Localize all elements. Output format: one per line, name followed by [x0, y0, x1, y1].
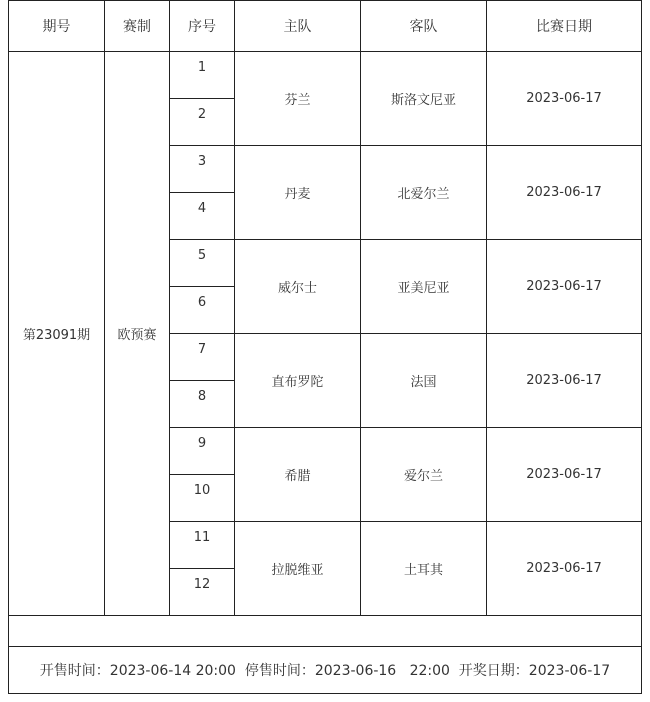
col-header-type: 赛制	[105, 1, 170, 52]
serial-number-cell: 9	[170, 428, 235, 475]
home-team-cell: 希腊	[235, 428, 361, 522]
table-row	[9, 52, 642, 99]
col-header-issue: 期号	[9, 1, 105, 52]
away-team-cell: 法国	[361, 334, 487, 428]
serial-number-cell: 10	[170, 475, 235, 522]
match-date-cell: 2023-06-17	[487, 146, 642, 240]
header-row	[9, 1, 642, 52]
serial-number-cell: 4	[170, 193, 235, 240]
serial-number-cell: 2	[170, 99, 235, 146]
home-team-cell: 拉脱维亚	[235, 522, 361, 616]
away-team-cell: 土耳其	[361, 522, 487, 616]
col-header-home: 主队	[235, 1, 361, 52]
schedule-table	[8, 0, 642, 694]
home-team-cell: 芬兰	[235, 52, 361, 146]
col-header-no: 序号	[170, 1, 235, 52]
issue-cell: 第23091期	[9, 52, 105, 616]
match-date-cell: 2023-06-17	[487, 52, 642, 146]
match-type-cell: 欧预赛	[105, 52, 170, 616]
col-header-date: 比赛日期	[487, 1, 642, 52]
serial-number-cell: 6	[170, 287, 235, 334]
blank-row	[9, 616, 642, 647]
col-header-away: 客队	[361, 1, 487, 52]
home-team-cell: 威尔士	[235, 240, 361, 334]
away-team-cell: 爱尔兰	[361, 428, 487, 522]
serial-number-cell: 11	[170, 522, 235, 569]
footer-row	[9, 647, 642, 694]
serial-number-cell: 3	[170, 146, 235, 193]
home-team-cell: 丹麦	[235, 146, 361, 240]
away-team-cell: 北爱尔兰	[361, 146, 487, 240]
match-date-cell: 2023-06-17	[487, 428, 642, 522]
home-team-cell: 直布罗陀	[235, 334, 361, 428]
sale-info: 开售时间：2023-06-14 20:00 停售时间：2023-06-16 22:00 开奖日期：2023-06-17	[9, 647, 642, 694]
serial-number-cell: 1	[170, 52, 235, 99]
match-date-cell: 2023-06-17	[487, 522, 642, 616]
serial-number-cell: 5	[170, 240, 235, 287]
blank-cell	[9, 616, 642, 647]
serial-number-cell: 12	[170, 569, 235, 616]
serial-number-cell: 7	[170, 334, 235, 381]
away-team-cell: 亚美尼亚	[361, 240, 487, 334]
away-team-cell: 斯洛文尼亚	[361, 52, 487, 146]
match-date-cell: 2023-06-17	[487, 240, 642, 334]
serial-number-cell: 8	[170, 381, 235, 428]
match-date-cell: 2023-06-17	[487, 334, 642, 428]
